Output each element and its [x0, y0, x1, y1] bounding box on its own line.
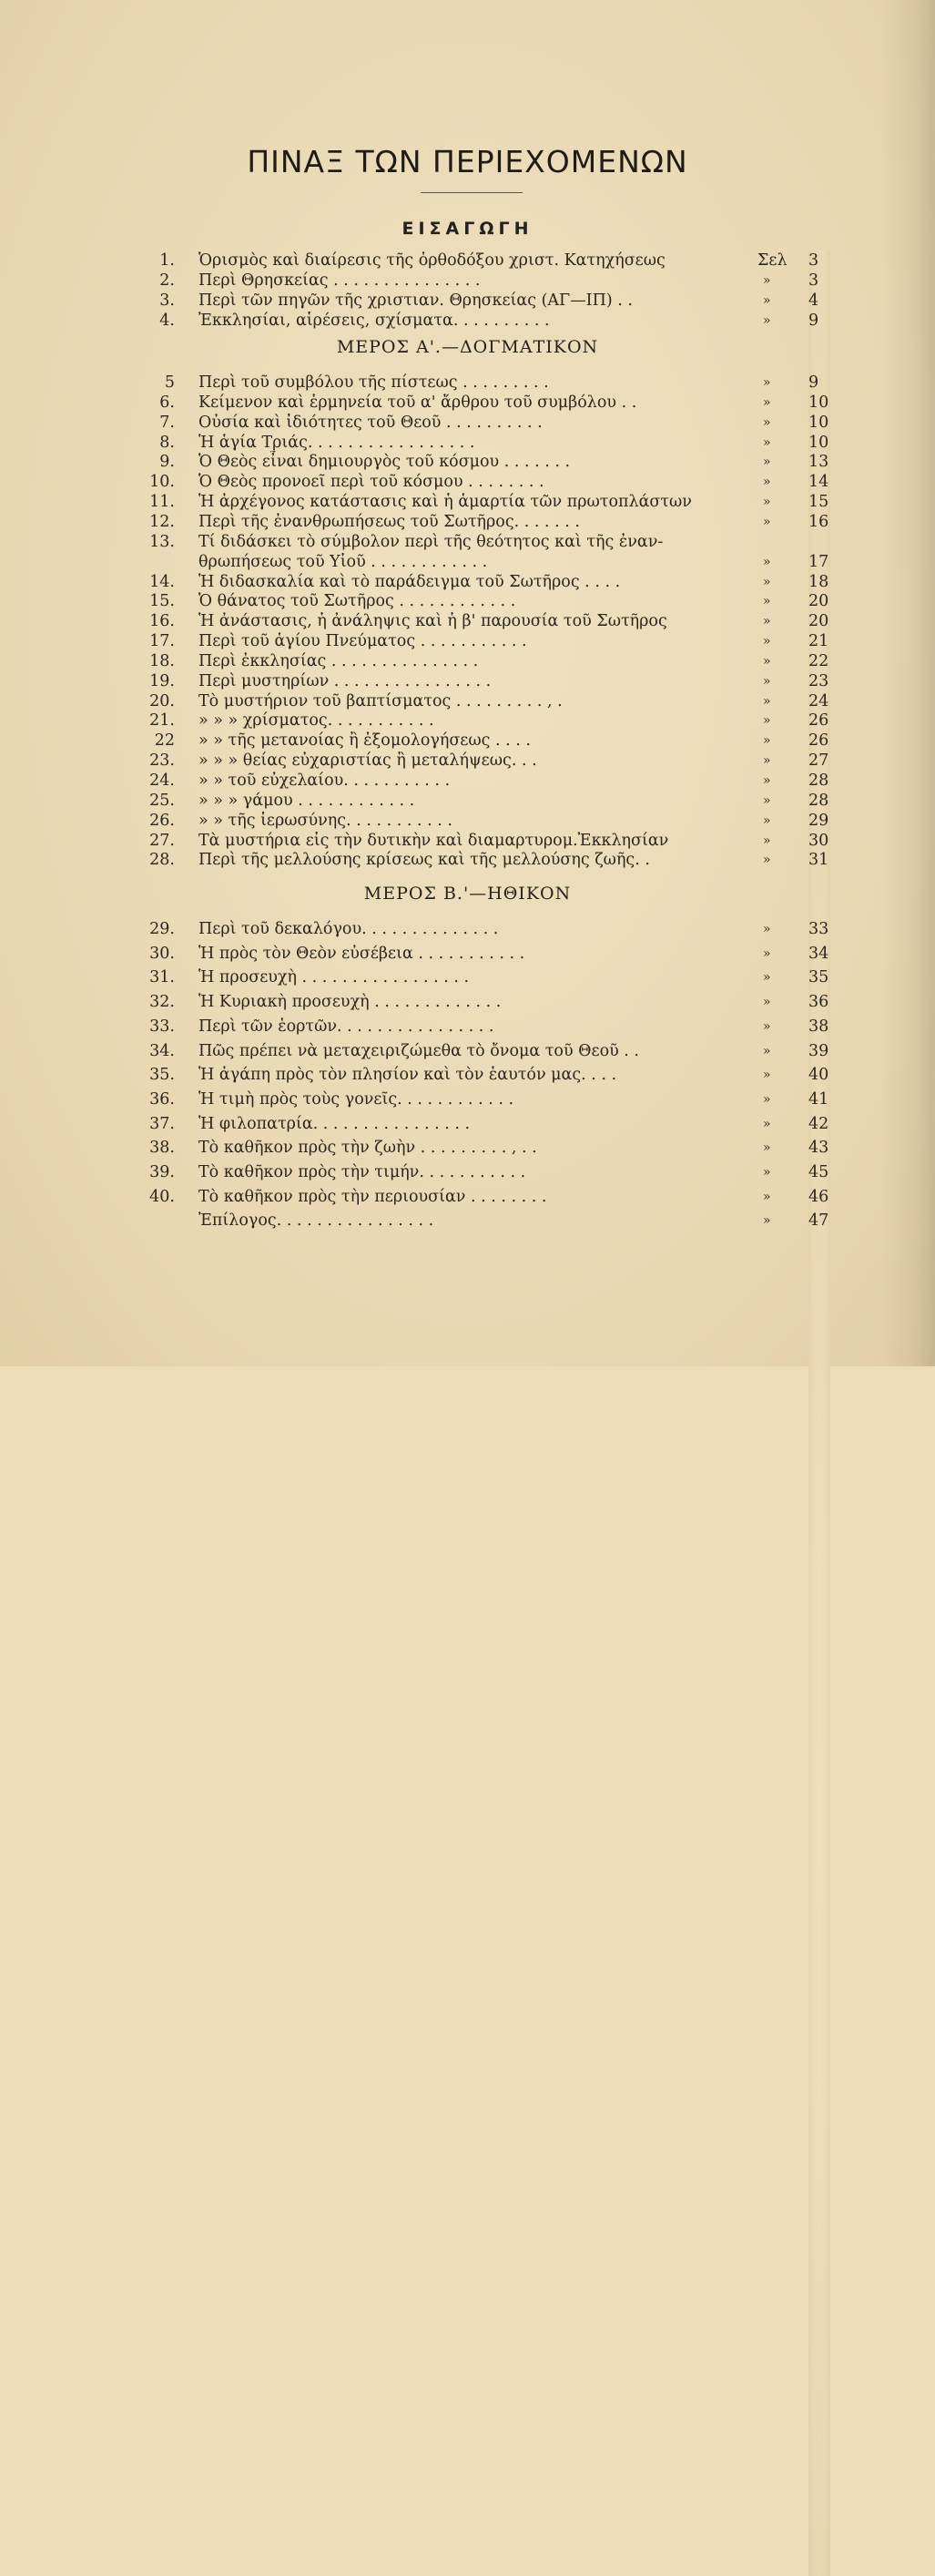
- part-b-heading: ΜΕΡΟΣ Β.'—ΗΘΙΚΟΝ: [363, 884, 572, 904]
- entry-title: Ἐπίλογος. . . . . . . . . . . . . . . .: [198, 1211, 434, 1231]
- entry-page-number: 10: [808, 432, 830, 1798]
- entry-title: Τί διδάσκει τὸ σύμβολον περὶ τῆς θεότητος καὶ τῆς ἐναν-: [198, 532, 664, 551]
- entry-title: » » » χρίσματος. . . . . . . . . . .: [198, 711, 434, 731]
- entry-title: Ἡ φιλοπατρία. . . . . . . . . . . . . . . .: [198, 1114, 471, 1133]
- entry-title: Πῶς πρέπει νὰ μεταχειριζώμεθα τὸ ὄνομα τοῦ Θεοῦ . .: [198, 1041, 639, 1060]
- entry-title: Ἡ ἀρχέγονος κατάστασις καὶ ἡ ἁμαρτία τῶν πρωτοπλάστων: [198, 493, 692, 512]
- entry-number-text: 23.: [149, 751, 175, 771]
- entry-mark: »: [763, 813, 771, 828]
- entry-page-number: 28: [808, 790, 830, 2156]
- entry-mark: »: [763, 1140, 771, 1156]
- entry-page-number: 16: [808, 511, 830, 1877]
- entry-page-number: 20: [808, 590, 830, 1957]
- entry-mark: »: [763, 514, 771, 529]
- entry-title: Ἡ Κυριακὴ προσευχὴ . . . . . . . . . . . . .: [198, 993, 502, 1012]
- entry-title: Τὸ καθῆκον πρὸς τὴν τιμήν. . . . . . . . . . .: [198, 1163, 526, 1181]
- entry-title: Κείμενον καὶ ἑρμηνεία τοῦ α' ἄρθρου τοῦ συμβόλου . .: [198, 393, 637, 412]
- entry-number-text: 3.: [159, 291, 175, 310]
- entry-mark: »: [763, 614, 771, 629]
- entry-title: » » τῆς μετανοίας ἢ ἐξομολογήσεως . . . .: [198, 731, 531, 751]
- entry-page-number: 14: [808, 471, 830, 1837]
- entry-title: Περὶ τῶν πηγῶν τῆς χριστιαν. Θρησκείας (ΑΓ—ΙΠ) . .: [198, 291, 633, 310]
- entry-title: θρωπήσεως τοῦ Υἱοῦ . . . . . . . . . . . .: [198, 552, 488, 571]
- entry-number-text: 28.: [149, 851, 175, 870]
- entry-page-number: 3: [808, 250, 830, 1616]
- entry-number-text: 20.: [149, 691, 175, 710]
- entry-number-text: 27.: [149, 831, 175, 850]
- entry-title: Περὶ τοῦ ἁγίου Πνεύματος . . . . . . . . . . .: [198, 632, 527, 651]
- entry-page-number: 40: [808, 1064, 830, 2430]
- entry-title: Ἡ πρὸς τὸν Θεὸν εὐσέβεια . . . . . . . . . . .: [198, 944, 525, 963]
- entry-page-number: 18: [808, 571, 830, 1937]
- entry-title: Ἡ ἀνάστασις, ἡ ἀνάληψις καὶ ἡ β' παρουσία τοῦ Σωτῆρος: [198, 612, 667, 631]
- entry-number-text: 12.: [149, 512, 175, 531]
- entry-title: Ἡ ἀγάπη πρὸς τὸν πλησίον καὶ τὸν ἑαυτόν μας. . . .: [198, 1066, 617, 1085]
- entry-page-number: 42: [808, 1113, 830, 2479]
- entry-number-text: 40.: [149, 1187, 175, 1206]
- entry-title: Περὶ τοῦ δεκαλόγου. . . . . . . . . . . . . .: [198, 920, 499, 938]
- entry-title: Ὁ θάνατος τοῦ Σωτῆρος . . . . . . . . . . . .: [198, 592, 516, 611]
- entry-number-text: 14.: [149, 572, 175, 591]
- entry-mark: »: [763, 554, 771, 569]
- entry-mark: »: [763, 653, 771, 669]
- entry-number-text: 8.: [159, 433, 175, 452]
- entry-page-number: 30: [808, 830, 830, 2196]
- entry-page-number: 29: [808, 810, 830, 2176]
- entry-title: Τὰ μυστήρια εἰς τὴν δυτικὴν καὶ διαμαρτυρομ.Ἐκκλησίαν: [198, 831, 669, 850]
- entry-mark: »: [763, 773, 771, 788]
- entry-mark: »: [763, 1068, 771, 1083]
- entry-title: Περὶ τοῦ συμβόλου τῆς πίστεως . . . . . . . . .: [198, 373, 549, 392]
- entry-number-text: 15.: [149, 592, 175, 611]
- entry-number-text: 34.: [149, 1041, 175, 1060]
- entry-mark: »: [763, 693, 771, 709]
- entry-number-text: 17.: [149, 632, 175, 651]
- page-edge-shadow: [880, 0, 935, 1366]
- entry-page-number: 31: [808, 849, 830, 2215]
- entry-title: Περὶ μυστηρίων . . . . . . . . . . . . . . . .: [198, 671, 492, 690]
- entry-number-text: 35.: [149, 1066, 175, 1085]
- entry-page-number: 45: [808, 1161, 830, 2528]
- entry-mark: »: [763, 434, 771, 450]
- entry-title: Περὶ τῆς ἐνανθρωπήσεως τοῦ Σωτῆρος. . . . . . .: [198, 512, 580, 531]
- entry-title: Ὁ Θεὸς εἶναι δημιουργὸς τοῦ κόσμου . . . . . . .: [198, 453, 571, 472]
- entry-mark: »: [763, 1213, 771, 1229]
- entry-mark: »: [763, 1165, 771, 1180]
- entry-number-text: 26.: [149, 811, 175, 830]
- entry-title: » » » γάμου . . . . . . . . . . . .: [198, 791, 415, 810]
- entry-page-number: 20: [808, 610, 830, 1977]
- entry-mark: »: [763, 495, 771, 510]
- entry-page-number: 33: [808, 918, 830, 2285]
- entry-title: Τὸ μυστήριον τοῦ βαπτίσματος . . . . . . . . . , .: [198, 691, 563, 710]
- entry-title: Ἡ τιμὴ πρὸς τοὺς γονεῖς. . . . . . . . . . . .: [198, 1089, 514, 1109]
- entry-mark: »: [763, 1043, 771, 1058]
- entry-page-number: 34: [808, 943, 830, 2309]
- intro-heading: ΕΙΣΑΓΩΓΗ: [401, 219, 534, 239]
- entry-title: Ἡ προσευχὴ . . . . . . . . . . . . . . . . .: [198, 968, 470, 987]
- entry-page-number: 36: [808, 991, 830, 2357]
- entry-mark: Σελ: [757, 251, 788, 270]
- entry-page-number: 23: [808, 670, 830, 2037]
- entry-number-text: 31.: [149, 968, 175, 987]
- entry-mark: »: [763, 455, 771, 470]
- entry-page-number: 15: [808, 491, 830, 1857]
- entry-title: » » τῆς ἱερωσύνης. . . . . . . . . . .: [198, 811, 452, 830]
- entry-page-number: 10: [808, 412, 830, 1778]
- part-a-heading: ΜΕΡΟΣ Α'.—ΔΟΓΜΑΤΙΚΟΝ: [336, 337, 599, 357]
- entry-page-number: 35: [808, 966, 830, 2333]
- entry-title: Περὶ τῆς μελλούσης κρίσεως καὶ τῆς μελλούσης ζωῆς. .: [198, 851, 650, 870]
- entry-number-text: 16.: [149, 612, 175, 631]
- entry-mark: »: [763, 594, 771, 609]
- entry-mark: »: [763, 673, 771, 689]
- entry-page-number: 43: [808, 1137, 830, 2503]
- entry-number-text: 7.: [159, 413, 175, 432]
- entry-mark: »: [763, 1189, 771, 1204]
- entry-mark: »: [763, 414, 771, 430]
- entry-mark: »: [763, 970, 771, 986]
- entry-mark: »: [763, 574, 771, 589]
- entry-title: Οὐσία καὶ ἰδιότητες τοῦ Θεοῦ . . . . . . . . . .: [198, 413, 543, 432]
- entry-mark: »: [763, 375, 771, 390]
- entry-title: » » » θείας εὐχαριστίας ἢ μεταλήψεως. . .: [198, 751, 537, 771]
- entry-number-text: 2.: [159, 271, 175, 290]
- entry-page-number: 41: [808, 1089, 830, 2455]
- entry-number-text: 10.: [149, 473, 175, 492]
- entry-page-number: 28: [808, 770, 830, 2136]
- entry-page-number: 21: [808, 630, 830, 1997]
- entry-title: Περὶ τῶν ἑορτῶν. . . . . . . . . . . . . . . .: [198, 1017, 494, 1036]
- entry-mark: »: [763, 853, 771, 868]
- entry-page-number: 22: [808, 650, 830, 2017]
- entry-number-text: 25.: [149, 791, 175, 810]
- entry-page-number: 38: [808, 1016, 830, 2382]
- entry-mark: »: [763, 313, 771, 328]
- entry-mark: »: [763, 394, 771, 410]
- entry-mark: »: [763, 753, 771, 769]
- entry-number-text: 5: [164, 373, 175, 392]
- entry-title: Περὶ Θρησκείας . . . . . . . . . . . . . . .: [198, 271, 481, 290]
- title-rule: [421, 192, 523, 193]
- entry-number-text: 39.: [149, 1163, 175, 1181]
- entry-mark: »: [763, 273, 771, 288]
- entry-title: Ἐκκλησίαι, αἱρέσεις, σχίσματα. . . . . . . . . .: [198, 312, 550, 330]
- entry-mark: »: [763, 792, 771, 808]
- entry-number-text: 24.: [149, 772, 175, 790]
- entry-title: Ἡ διδασκαλία καὶ τὸ παράδειγμα τοῦ Σωτῆρος . . . .: [198, 572, 621, 591]
- page-title: ΠΙΝΑΞ ΤΩΝ ΠΕΡΙΕΧΟΜΕΝΩΝ: [247, 144, 688, 179]
- entry-number-text: 18.: [149, 651, 175, 670]
- entry-number-text: 32.: [149, 993, 175, 1012]
- entry-title: » » τοῦ εὐχελαίου. . . . . . . . . . .: [198, 772, 451, 790]
- entry-mark: »: [763, 733, 771, 749]
- entry-page-number: 27: [808, 750, 830, 2116]
- entry-mark: »: [763, 293, 771, 308]
- entry-number-text: 6.: [159, 393, 175, 412]
- entry-number-text: 30.: [149, 944, 175, 963]
- entry-number-text: 4.: [159, 312, 175, 330]
- entry-number-text: 33.: [149, 1017, 175, 1036]
- entry-number-text: 36.: [149, 1089, 175, 1109]
- entry-mark: »: [763, 1091, 771, 1107]
- entry-mark: »: [763, 833, 771, 848]
- entry-number-text: 9.: [159, 453, 175, 472]
- entry-mark: »: [763, 1116, 771, 1131]
- entry-mark: »: [763, 634, 771, 649]
- entry-mark: »: [763, 1018, 771, 1034]
- entry-page-number: 4: [808, 290, 830, 1656]
- entry-number-text: 37.: [149, 1114, 175, 1133]
- entry-page-number: 9: [808, 310, 830, 1676]
- entry-page-number: 10: [808, 392, 830, 1758]
- entry-page-number: 9: [808, 372, 830, 1738]
- entry-page-number: 17: [808, 551, 830, 1917]
- entry-number-text: 1.: [159, 251, 175, 270]
- entry-page-number: 3: [808, 270, 830, 1636]
- entry-number-text: 29.: [149, 920, 175, 938]
- entry-page-number: 26: [808, 730, 830, 2096]
- entry-number-text: 19.: [149, 671, 175, 690]
- entry-mark: »: [763, 946, 771, 961]
- entry-number-text: 11.: [149, 493, 175, 512]
- entry-page-number: 13: [808, 451, 830, 1817]
- entry-title: Τὸ καθῆκον πρὸς τὴν περιουσίαν . . . . . . . .: [198, 1187, 547, 1206]
- entry-mark: »: [763, 713, 771, 729]
- entry-mark: »: [763, 995, 771, 1010]
- entry-title: Ἡ ἁγία Τριάς. . . . . . . . . . . . . . . . .: [198, 433, 475, 452]
- entry-number-text: 21.: [149, 711, 175, 731]
- entry-page-number: 26: [808, 710, 830, 2076]
- entry-number-text: 13.: [149, 532, 175, 551]
- entry-number-text: 38.: [149, 1139, 175, 1158]
- entry-title: Ὁ Θεὸς προνοεῖ περὶ τοῦ κόσμου . . . . . . . .: [198, 473, 544, 492]
- entry-page-number: 46: [808, 1186, 830, 2552]
- entry-page-number: 47: [808, 1210, 830, 2576]
- entry-title: Τὸ καθῆκον πρὸς τὴν ζωὴν . . . . . . . . . , . .: [198, 1139, 537, 1158]
- entry-mark: »: [763, 475, 771, 490]
- entry-page-number: 39: [808, 1040, 830, 2407]
- entry-title: Ὁρισμὸς καὶ διαίρεσις τῆς ὀρθοδόξου χριστ. Κατηχήσεως: [198, 251, 666, 270]
- entry-page-number: 24: [808, 690, 830, 2057]
- entry-number-text: 22: [154, 731, 175, 751]
- entry-mark: »: [763, 922, 771, 936]
- entry-title: Περὶ ἐκκλησίας . . . . . . . . . . . . . . .: [198, 651, 479, 670]
